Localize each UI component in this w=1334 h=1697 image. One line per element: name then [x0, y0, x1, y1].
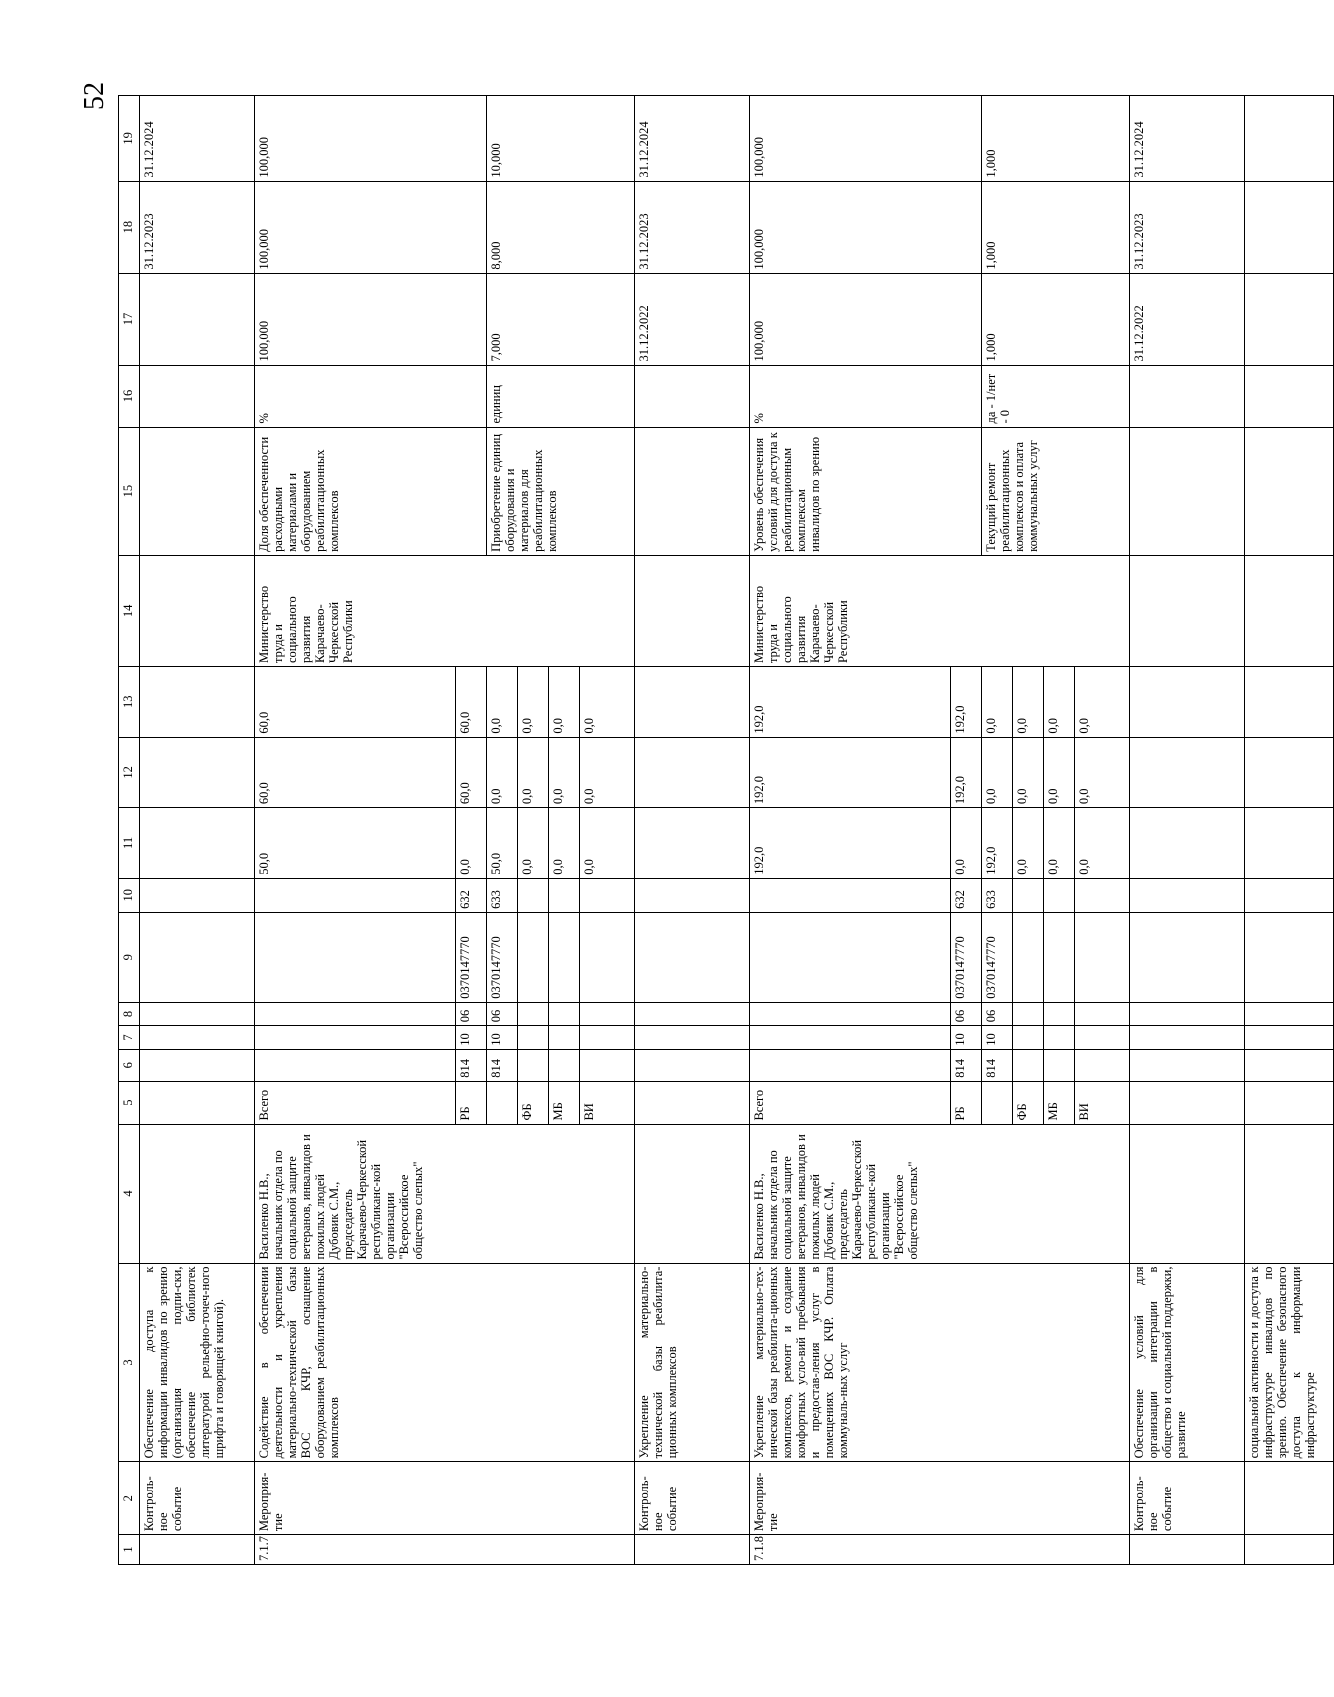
date-2022: 31.12.2022	[635, 273, 750, 365]
funding-c10	[1013, 878, 1044, 912]
funding-c12: 0,0	[982, 737, 1013, 808]
rotated-table-container	[118, 95, 1317, 1565]
funding-c13: 0,0	[487, 667, 518, 738]
table-cell	[1245, 1535, 1334, 1565]
table-cell	[1245, 667, 1334, 738]
indicator-2024: 10,000	[487, 96, 635, 182]
table-cell	[1130, 427, 1245, 555]
date-2024: 31.12.2024	[635, 96, 750, 182]
funding-c10	[549, 878, 580, 912]
funding-c13: 60,0	[456, 667, 487, 738]
table-cell	[140, 427, 255, 555]
funding-c6	[1044, 1049, 1075, 1081]
column-header: 3	[119, 1263, 140, 1462]
table-cell	[1130, 737, 1245, 808]
funding-c8	[580, 1002, 635, 1026]
control-event-row	[635, 96, 750, 1565]
column-header: 5	[119, 1081, 140, 1124]
column-header: 1	[119, 1535, 140, 1565]
funding-c11: 0,0	[1044, 808, 1075, 879]
funding-c6: 814	[487, 1049, 518, 1081]
funding-c11: 0,0	[1075, 808, 1130, 879]
table-cell	[1130, 808, 1245, 879]
funding-c6	[1075, 1049, 1130, 1081]
measure-kind: Мероприя-тие	[750, 1462, 1130, 1535]
header-row	[119, 96, 140, 1565]
funding-c8	[1013, 1002, 1044, 1026]
funding-source: ФБ	[1013, 1081, 1044, 1124]
funding-c12: 0,0	[1075, 737, 1130, 808]
table-cell	[1130, 1535, 1245, 1565]
funding-c8: 06	[456, 1002, 487, 1026]
funding-c10: 633	[487, 878, 518, 912]
indicator-2022: 100,000	[750, 273, 982, 365]
funding-c10: 633	[982, 878, 1013, 912]
funding-c12: 60,0	[456, 737, 487, 808]
control-event-row	[140, 96, 255, 1565]
column-header: 11	[119, 808, 140, 879]
indicator-2023: 100,000	[750, 181, 982, 273]
funding-c11: 0,0	[456, 808, 487, 879]
indicator-2022: 1,000	[982, 273, 1130, 365]
date-2024: 31.12.2024	[1130, 96, 1245, 182]
funding-c6	[255, 1049, 456, 1081]
table-cell	[635, 1535, 750, 1565]
funding-c9	[1044, 912, 1075, 1002]
column-header: 17	[119, 273, 140, 365]
column-header: 12	[119, 737, 140, 808]
indicator-name: Текущий ремонт реабилитационных комплексов и оплата коммунальных услуг	[982, 427, 1130, 555]
funding-c11: 50,0	[255, 808, 456, 879]
funding-c6	[518, 1049, 549, 1081]
funding-c9	[1075, 912, 1130, 1002]
measure-id: 7.1.8	[750, 1535, 1130, 1565]
table-cell	[1245, 427, 1334, 555]
indicator-2023: 8,000	[487, 181, 635, 273]
funding-c7	[1075, 1026, 1130, 1050]
table-cell	[635, 1002, 750, 1026]
funding-c8: 06	[951, 1002, 982, 1026]
table-cell	[1245, 1049, 1334, 1081]
column-header: 16	[119, 365, 140, 427]
table-cell	[140, 1026, 255, 1050]
column-header: 13	[119, 667, 140, 738]
funding-c10	[580, 878, 635, 912]
funding-c12: 0,0	[549, 737, 580, 808]
column-header: 2	[119, 1462, 140, 1535]
table-cell	[1245, 273, 1334, 365]
indicator-unit: %	[255, 365, 487, 427]
indicator-2024: 100,000	[750, 96, 982, 182]
funding-c9: 0370147770	[487, 912, 518, 1002]
table-cell	[1245, 737, 1334, 808]
table-cell	[1130, 1049, 1245, 1081]
indicator-unit: да - 1/нет - 0	[982, 365, 1130, 427]
indicator-unit: единиц	[487, 365, 635, 427]
funding-c12: 0,0	[487, 737, 518, 808]
table-cell	[1245, 96, 1334, 182]
program-table	[118, 95, 1334, 1565]
funding-c12: 192,0	[750, 737, 951, 808]
funding-source: Всего	[750, 1081, 951, 1124]
funding-c8	[1075, 1002, 1130, 1026]
funding-c6: 814	[951, 1049, 982, 1081]
executor: Министерство труда и социального развития Карачаево-Черкесской Республики	[255, 555, 635, 666]
table-cell	[635, 737, 750, 808]
funding-c7: 10	[982, 1026, 1013, 1050]
column-header: 4	[119, 1124, 140, 1263]
column-header: 19	[119, 96, 140, 182]
table-cell	[140, 1124, 255, 1263]
funding-c11: 0,0	[518, 808, 549, 879]
indicator-2023: 1,000	[982, 181, 1130, 273]
indicator-name: Приобретение единиц оборудования и материалов для реабилитационных комплексов	[487, 427, 635, 555]
funding-c13: 0,0	[1075, 667, 1130, 738]
funding-source	[982, 1081, 1013, 1124]
responsible-person: Василенко Н.В., начальник отдела по социальной защите ветеранов, инвалидов и пожилых людей Дубовик С.М., председатель Карачаево-Черкесской республиканс-кой организации "Всероссийское общество слепых"	[750, 1124, 1130, 1263]
table-cell	[1245, 912, 1334, 1002]
table-cell	[1130, 365, 1245, 427]
funding-c10	[750, 878, 951, 912]
funding-c9: 0370147770	[456, 912, 487, 1002]
funding-c12: 60,0	[255, 737, 456, 808]
date-2022	[140, 273, 255, 365]
table-cell	[1130, 1026, 1245, 1050]
table-cell	[635, 808, 750, 879]
table-cell	[635, 555, 750, 666]
table-cell	[140, 808, 255, 879]
executor: Министерство труда и социального развития Карачаево-Черкесской Республики	[750, 555, 1130, 666]
table-cell	[140, 1049, 255, 1081]
table-cell	[1130, 1002, 1245, 1026]
funding-source: МБ	[1044, 1081, 1075, 1124]
funding-source: ФБ	[518, 1081, 549, 1124]
indicator-unit: %	[750, 365, 982, 427]
table-cell	[635, 912, 750, 1002]
table-cell	[1245, 878, 1334, 912]
funding-c11: 0,0	[580, 808, 635, 879]
table-cell	[1245, 181, 1334, 273]
funding-c7	[1044, 1026, 1075, 1050]
continuation-row	[1245, 96, 1334, 1565]
table-cell	[1245, 1002, 1334, 1026]
funding-c12: 0,0	[580, 737, 635, 808]
column-header: 7	[119, 1026, 140, 1050]
funding-c11: 192,0	[982, 808, 1013, 879]
indicator-name: Уровень обеспечения условий для доступа к реабилитационным комплексам инвалидов по зрению	[750, 427, 982, 555]
table-cell	[1130, 1081, 1245, 1124]
funding-c8	[518, 1002, 549, 1026]
table-cell	[635, 667, 750, 738]
funding-c7: 10	[456, 1026, 487, 1050]
funding-c12: 0,0	[1044, 737, 1075, 808]
column-header: 9	[119, 912, 140, 1002]
table-cell	[1130, 667, 1245, 738]
funding-c13: 0,0	[1013, 667, 1044, 738]
table-cell	[140, 912, 255, 1002]
table-cell	[1245, 365, 1334, 427]
event-kind: Контроль-ное событие	[635, 1462, 750, 1535]
indicator-2024: 1,000	[982, 96, 1130, 182]
table-cell	[140, 667, 255, 738]
funding-c11: 0,0	[549, 808, 580, 879]
funding-c7	[518, 1026, 549, 1050]
funding-c7	[255, 1026, 456, 1050]
funding-c8	[1044, 1002, 1075, 1026]
measure-title: Содействие в обеспечении деятельности и укрепления материально-технической базы ВОС КЧР, оснащение оборудованием реабилитационных комплексов	[255, 1263, 635, 1462]
table-cell	[140, 365, 255, 427]
funding-c7	[549, 1026, 580, 1050]
funding-c13: 0,0	[982, 667, 1013, 738]
funding-c10: 632	[951, 878, 982, 912]
funding-c12: 0,0	[518, 737, 549, 808]
funding-c9	[255, 912, 456, 1002]
funding-c8	[255, 1002, 456, 1026]
funding-c11: 50,0	[487, 808, 518, 879]
table-cell	[1245, 1462, 1334, 1535]
funding-c8	[750, 1002, 951, 1026]
funding-c12: 0,0	[1013, 737, 1044, 808]
table-cell	[635, 878, 750, 912]
table-cell	[635, 1026, 750, 1050]
funding-c9	[1013, 912, 1044, 1002]
column-header: 8	[119, 1002, 140, 1026]
indicator-2024: 100,000	[255, 96, 487, 182]
indicator-2023: 100,000	[255, 181, 487, 273]
date-2024: 31.12.2024	[140, 96, 255, 182]
funding-c6: 814	[982, 1049, 1013, 1081]
table-cell	[1245, 555, 1334, 666]
date-2023: 31.12.2023	[1130, 181, 1245, 273]
funding-c7	[1013, 1026, 1044, 1050]
funding-c9: 0370147770	[982, 912, 1013, 1002]
indicator-2022: 7,000	[487, 273, 635, 365]
funding-c10	[1044, 878, 1075, 912]
table-cell	[140, 878, 255, 912]
funding-c10: 632	[456, 878, 487, 912]
funding-c6	[750, 1049, 951, 1081]
funding-c9	[750, 912, 951, 1002]
table-cell	[635, 427, 750, 555]
funding-c11: 192,0	[750, 808, 951, 879]
column-header: 14	[119, 555, 140, 666]
event-kind: Контроль-ное событие	[1130, 1462, 1245, 1535]
funding-c8: 06	[487, 1002, 518, 1026]
date-2023: 31.12.2023	[635, 181, 750, 273]
funding-c13: 192,0	[750, 667, 951, 738]
funding-source: РБ	[951, 1081, 982, 1124]
funding-c8	[549, 1002, 580, 1026]
funding-source: РБ	[456, 1081, 487, 1124]
funding-c7: 10	[487, 1026, 518, 1050]
measure-row	[255, 96, 456, 1565]
event-title: Обеспечение доступа к информации инвалидов по зрению (организация подпи-ски, обеспечение библиотек литературой рельефно-точеч-ного шрифта и говорящей книгой).	[140, 1263, 255, 1462]
funding-c8: 06	[982, 1002, 1013, 1026]
measure-row	[750, 96, 951, 1565]
funding-c7: 10	[951, 1026, 982, 1050]
continuation-text: социальной активности и доступа к инфраструктуре инвалидов по зрению. Обеспечение безопасного доступа к информации инфраструктуре	[1245, 1263, 1334, 1462]
measure-id: 7.1.7	[255, 1535, 635, 1565]
funding-c9	[580, 912, 635, 1002]
table-cell	[635, 1124, 750, 1263]
funding-c6	[1013, 1049, 1044, 1081]
table-cell	[140, 1081, 255, 1124]
measure-title: Укрепление материально-тех-нической базы реабилита-ционных комплексов, ремонт и создание комфортных усло-вий пребывания и предостав-ления услуг в помещениях ВОС КЧР. Оплата коммуналь-ных услуг	[750, 1263, 1130, 1462]
indicator-name: Доля обеспеченности расходными материалами и оборудованием реабилитационных комплексов	[255, 427, 487, 555]
funding-c11: 0,0	[951, 808, 982, 879]
funding-c9	[518, 912, 549, 1002]
table-cell	[635, 1081, 750, 1124]
responsible-person: Василенко Н.В., начальник отдела по социальной защите ветеранов, инвалидов и пожилых людей Дубовик С.М., председатель Карачаево-Черкесской республиканс-кой организации "Всероссийское общество слепых"	[255, 1124, 635, 1263]
table-cell	[140, 555, 255, 666]
event-title: Укрепление материально-технической базы реабилита-ционных комплексов	[635, 1263, 750, 1462]
column-header: 15	[119, 427, 140, 555]
table-cell	[1130, 912, 1245, 1002]
table-cell	[140, 1002, 255, 1026]
table-cell	[140, 737, 255, 808]
table-cell	[1245, 1026, 1334, 1050]
funding-c10	[518, 878, 549, 912]
column-header: 18	[119, 181, 140, 273]
funding-c13: 192,0	[951, 667, 982, 738]
event-kind: Контроль-ное событие	[140, 1462, 255, 1535]
funding-c11: 0,0	[1013, 808, 1044, 879]
funding-c13: 0,0	[549, 667, 580, 738]
table-cell	[1245, 1081, 1334, 1124]
indicator-2022: 100,000	[255, 273, 487, 365]
measure-kind: Мероприя-тие	[255, 1462, 635, 1535]
funding-c6	[580, 1049, 635, 1081]
funding-c7	[580, 1026, 635, 1050]
table-cell	[1245, 808, 1334, 879]
column-header: 6	[119, 1049, 140, 1081]
page-number: 52	[79, 82, 110, 110]
funding-c12: 192,0	[951, 737, 982, 808]
table-cell	[140, 1535, 255, 1565]
table-cell	[1130, 878, 1245, 912]
table-cell	[1245, 1124, 1334, 1263]
funding-c10	[255, 878, 456, 912]
funding-source: МБ	[549, 1081, 580, 1124]
event-title: Обеспечение условий для организации интеграции в общество и социальной поддержки, развитие	[1130, 1263, 1245, 1462]
table-cell	[1130, 1124, 1245, 1263]
funding-c13: 0,0	[1044, 667, 1075, 738]
funding-c6	[549, 1049, 580, 1081]
funding-c9	[549, 912, 580, 1002]
date-2022: 31.12.2022	[1130, 273, 1245, 365]
column-header: 10	[119, 878, 140, 912]
control-event-row	[1130, 96, 1245, 1565]
funding-c13: 0,0	[580, 667, 635, 738]
date-2023: 31.12.2023	[140, 181, 255, 273]
table-cell	[1130, 555, 1245, 666]
table-cell	[635, 365, 750, 427]
funding-source: Всего	[255, 1081, 456, 1124]
funding-source: ВИ	[580, 1081, 635, 1124]
funding-source: ВИ	[1075, 1081, 1130, 1124]
funding-c6: 814	[456, 1049, 487, 1081]
funding-source	[487, 1081, 518, 1124]
funding-c7	[750, 1026, 951, 1050]
table-cell	[635, 1049, 750, 1081]
funding-c10	[1075, 878, 1130, 912]
funding-c13: 0,0	[518, 667, 549, 738]
funding-c13: 60,0	[255, 667, 456, 738]
funding-c9: 0370147770	[951, 912, 982, 1002]
